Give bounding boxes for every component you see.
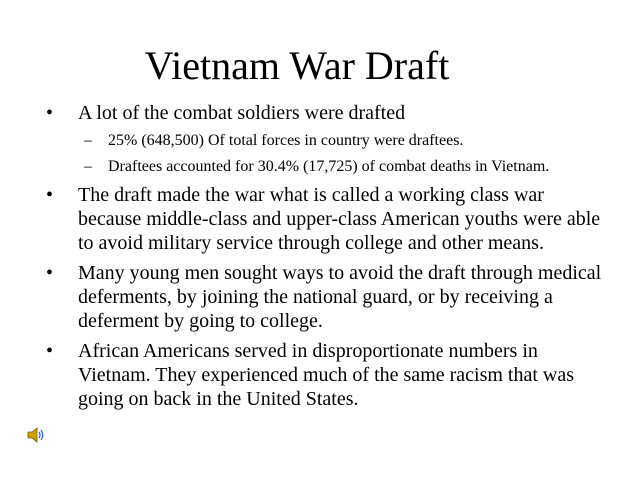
bullet-4	[46, 339, 606, 411]
bullet-glyph: •	[46, 184, 54, 206]
sub-bullet-1-text: 25% (648,500) Of total forces in country were draftees.	[108, 132, 464, 149]
sub-bullet-glyph: –	[84, 158, 92, 175]
bullet-1	[46, 101, 606, 125]
bullet-glyph: •	[46, 262, 54, 284]
speaker-icon[interactable]	[26, 425, 46, 445]
bullet-3-text: Many young men sought ways to avoid the draft through medical deferments, by joining the national guard, or by receiving a deferment by going to college.	[78, 262, 602, 332]
speaker-icon-graphic	[26, 425, 46, 445]
sub-bullet-2	[84, 157, 606, 177]
bullet-2	[46, 183, 606, 255]
bullet-1-text: A lot of the combat soldiers were drafted	[78, 102, 406, 124]
bullet-glyph: •	[46, 102, 54, 124]
sub-bullet-1	[84, 131, 606, 151]
sub-bullet-glyph: –	[84, 132, 92, 149]
sub-bullet-2-text: Draftees accounted for 30.4% (17,725) of combat deaths in Vietnam.	[108, 158, 550, 175]
slide-content	[46, 100, 606, 411]
bullet-3	[46, 261, 606, 333]
bullet-2-text: The draft made the war what is called a working class war because middle-class and upper-class American youths were able to avoid military service through college and other means.	[78, 184, 601, 254]
bullet-4-text: African Americans served in disproportionate numbers in Vietnam. They experienced much of the same racism that was going on back in the United States.	[78, 340, 575, 410]
bullet-glyph: •	[46, 340, 54, 362]
slide-title: Vietnam War Draft	[144, 43, 450, 88]
